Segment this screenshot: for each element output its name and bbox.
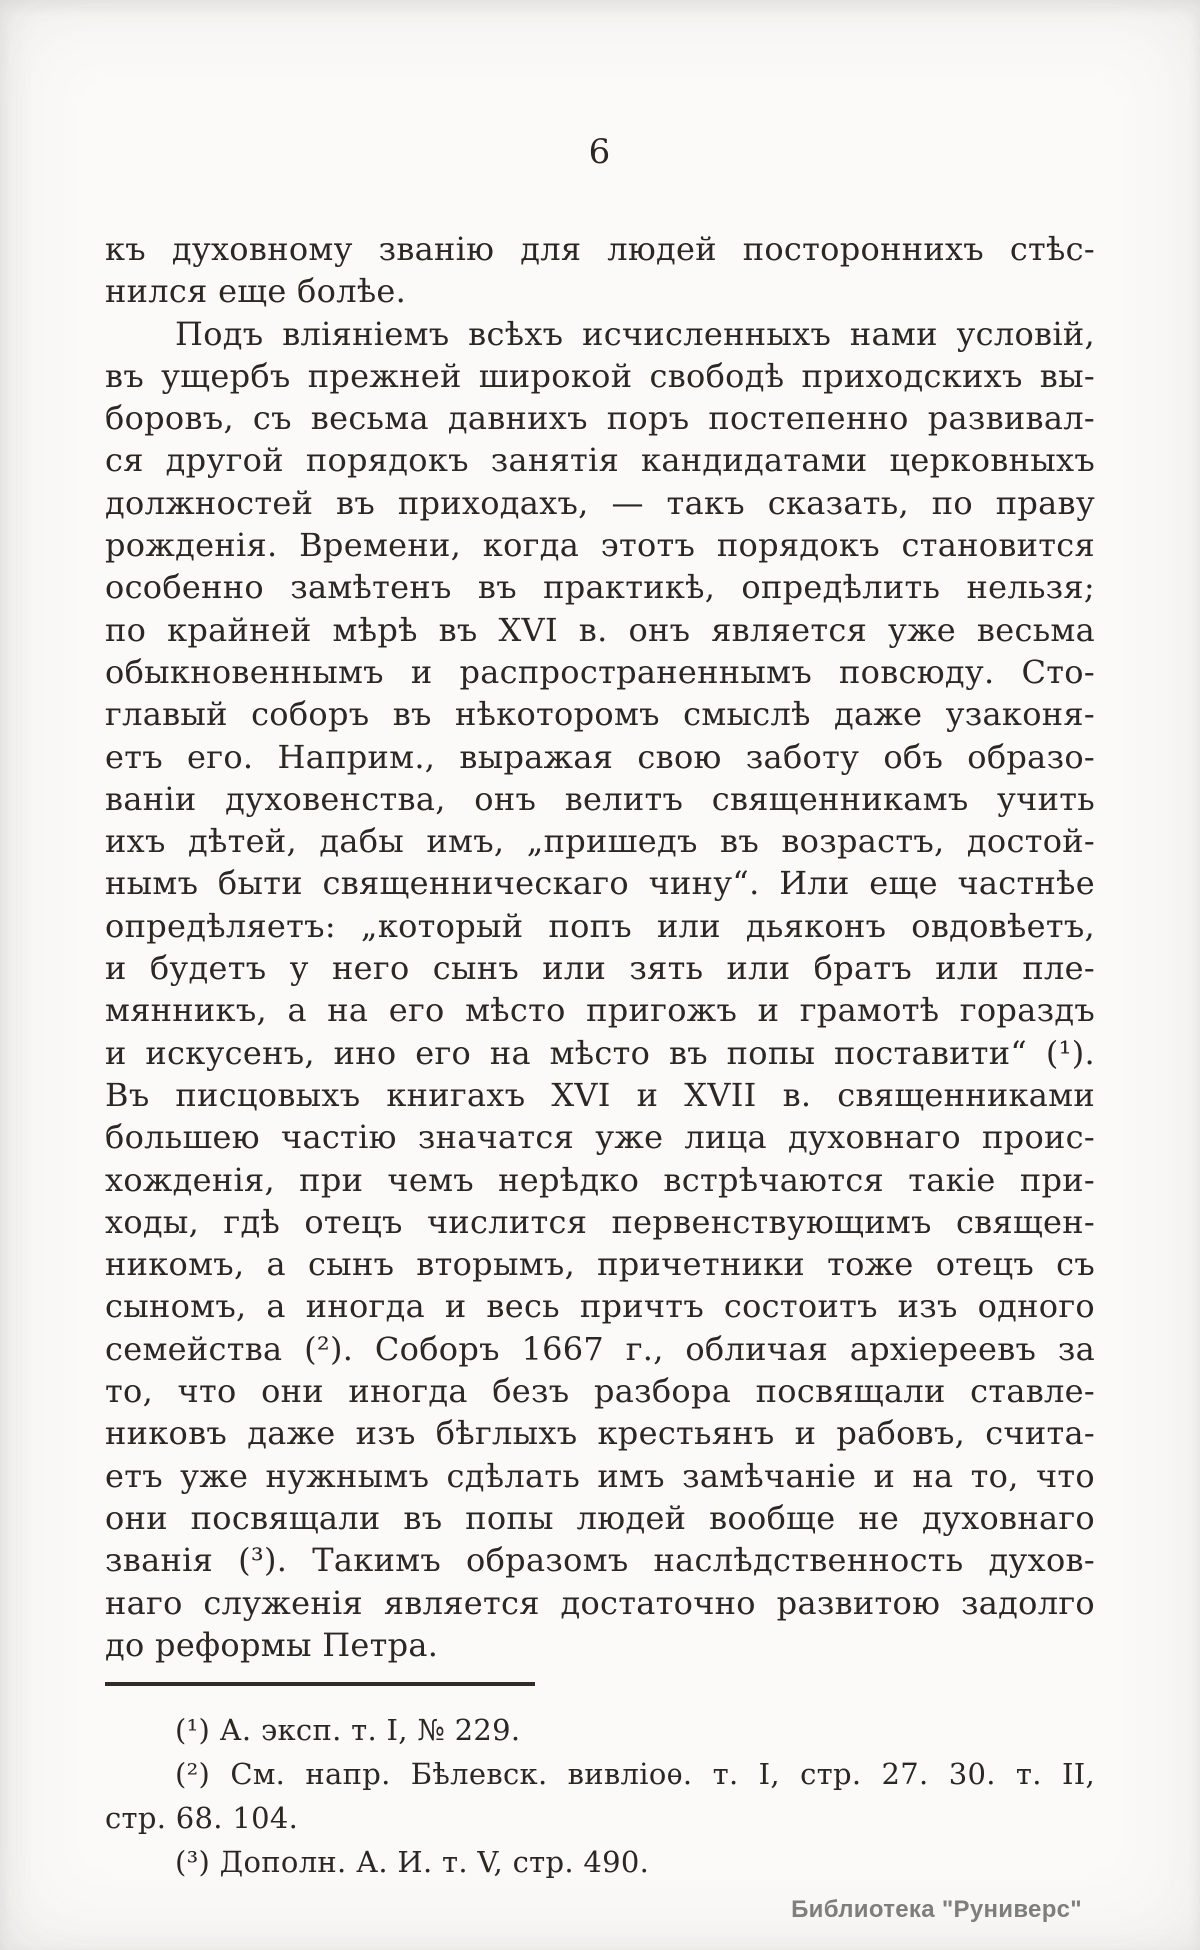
text-line: (¹) А. эксп. т. I, № 229. <box>175 1713 521 1747</box>
text-line: етъ уже нужнымъ сдѣлать имъ замѣчаніе и на то, что <box>105 1456 1095 1495</box>
text-line: званія (³). Такимъ образомъ наслѣдственность духов- <box>105 1541 1095 1580</box>
text-line: мянникъ, а на его мѣсто пригожъ и грамотѣ гораздъ <box>105 991 1095 1030</box>
text-line: боровъ, съ весьма давнихъ поръ постепенно развивал- <box>105 399 1095 438</box>
text-line: главый соборъ въ нѣкоторомъ смыслѣ даже узаконя- <box>105 695 1095 734</box>
text-line: и будетъ у него сынъ или зять или братъ или пле- <box>105 949 1095 988</box>
page-number: 6 <box>588 132 612 172</box>
text-line: никомъ, а сынъ вторымъ, причетники тоже отецъ съ <box>105 1245 1095 1284</box>
text-line: стр. 68. 104. <box>105 1801 299 1835</box>
text-line: сыномъ, а иногда и весь причтъ состоитъ изъ одного <box>105 1287 1095 1326</box>
text-line: Подъ вліяніемъ всѣхъ исчисленныхъ нами условій, <box>175 314 1095 353</box>
text-line: и искусенъ, ино его на мѣсто въ попы поставити“ (¹). <box>105 1033 1095 1072</box>
text-line: рожденія. Времени, когда этотъ порядокъ становится <box>105 526 1095 565</box>
text-line: то, что они иногда безъ разбора посвящали ставле- <box>105 1372 1095 1411</box>
text-line: большею частію значатся уже лица духовнаго проис- <box>105 1118 1095 1157</box>
text-line: должностей въ приходахъ, — такъ сказать, по праву <box>105 483 1095 522</box>
text-line: ихъ дѣтей, дабы имъ, „пришедъ въ возрастъ, достой- <box>105 822 1095 861</box>
text-line: наго служенія является достаточно развитою задолго <box>105 1583 1095 1622</box>
text-line: нымъ быти священническаго чину“. Или еще частнѣе <box>105 864 1095 903</box>
body-text <box>105 228 1095 1666</box>
text-line: въ ущербъ прежней широкой свободѣ приходскихъ вы- <box>105 356 1095 395</box>
text-line: никовъ даже изъ бѣглыхъ крестьянъ и рабовъ, счита- <box>105 1414 1095 1453</box>
text-line: обыкновеннымъ и распространеннымъ повсюду. Сто- <box>105 652 1095 691</box>
text-line: (²) См. напр. Бѣлевск. вивліоѳ. т. I, стр. 27. 30. т. II, <box>175 1757 1095 1791</box>
footnotes <box>105 1708 1095 1884</box>
text-line: (³) Дополн. А. И. т. V, стр. 490. <box>175 1845 650 1879</box>
text-line: нился еще болѣе. <box>105 272 407 311</box>
library-watermark: Библиотека "Руниверс" <box>791 1896 1082 1923</box>
text-line: до реформы Петра. <box>105 1625 439 1664</box>
text-line: ваніи духовенства, онъ велитъ священникамъ учить <box>105 779 1095 818</box>
text-line: по крайней мѣрѣ въ XVI в. онъ является уже весьма <box>105 610 1095 649</box>
text-line: они посвящали въ попы людей вообще не духовнаго <box>105 1498 1095 1537</box>
text-line: опредѣляетъ: „который попъ или дьяконъ овдовѣетъ, <box>105 906 1095 945</box>
text-line: етъ его. Наприм., выражая свою заботу объ образо- <box>105 737 1095 776</box>
text-line: семейства (²). Соборъ 1667 г., обличая архіереевъ за <box>105 1329 1095 1368</box>
text-line: ходы, гдѣ отецъ числится первенствующимъ священ- <box>105 1202 1095 1241</box>
text-line: хожденія, при чемъ нерѣдко встрѣчаются такіе при- <box>105 1160 1095 1199</box>
footnote-separator-rule <box>105 1682 535 1686</box>
text-line: ся другой порядокъ занятія кандидатами церковныхъ <box>105 441 1095 480</box>
text-line: Въ писцовыхъ книгахъ XVI и XVII в. священниками <box>105 1075 1095 1114</box>
text-line: особенно замѣтенъ въ практикѣ, опредѣлить нельзя; <box>105 568 1095 607</box>
text-line: къ духовному званію для людей постороннихъ стѣс- <box>105 230 1095 268</box>
